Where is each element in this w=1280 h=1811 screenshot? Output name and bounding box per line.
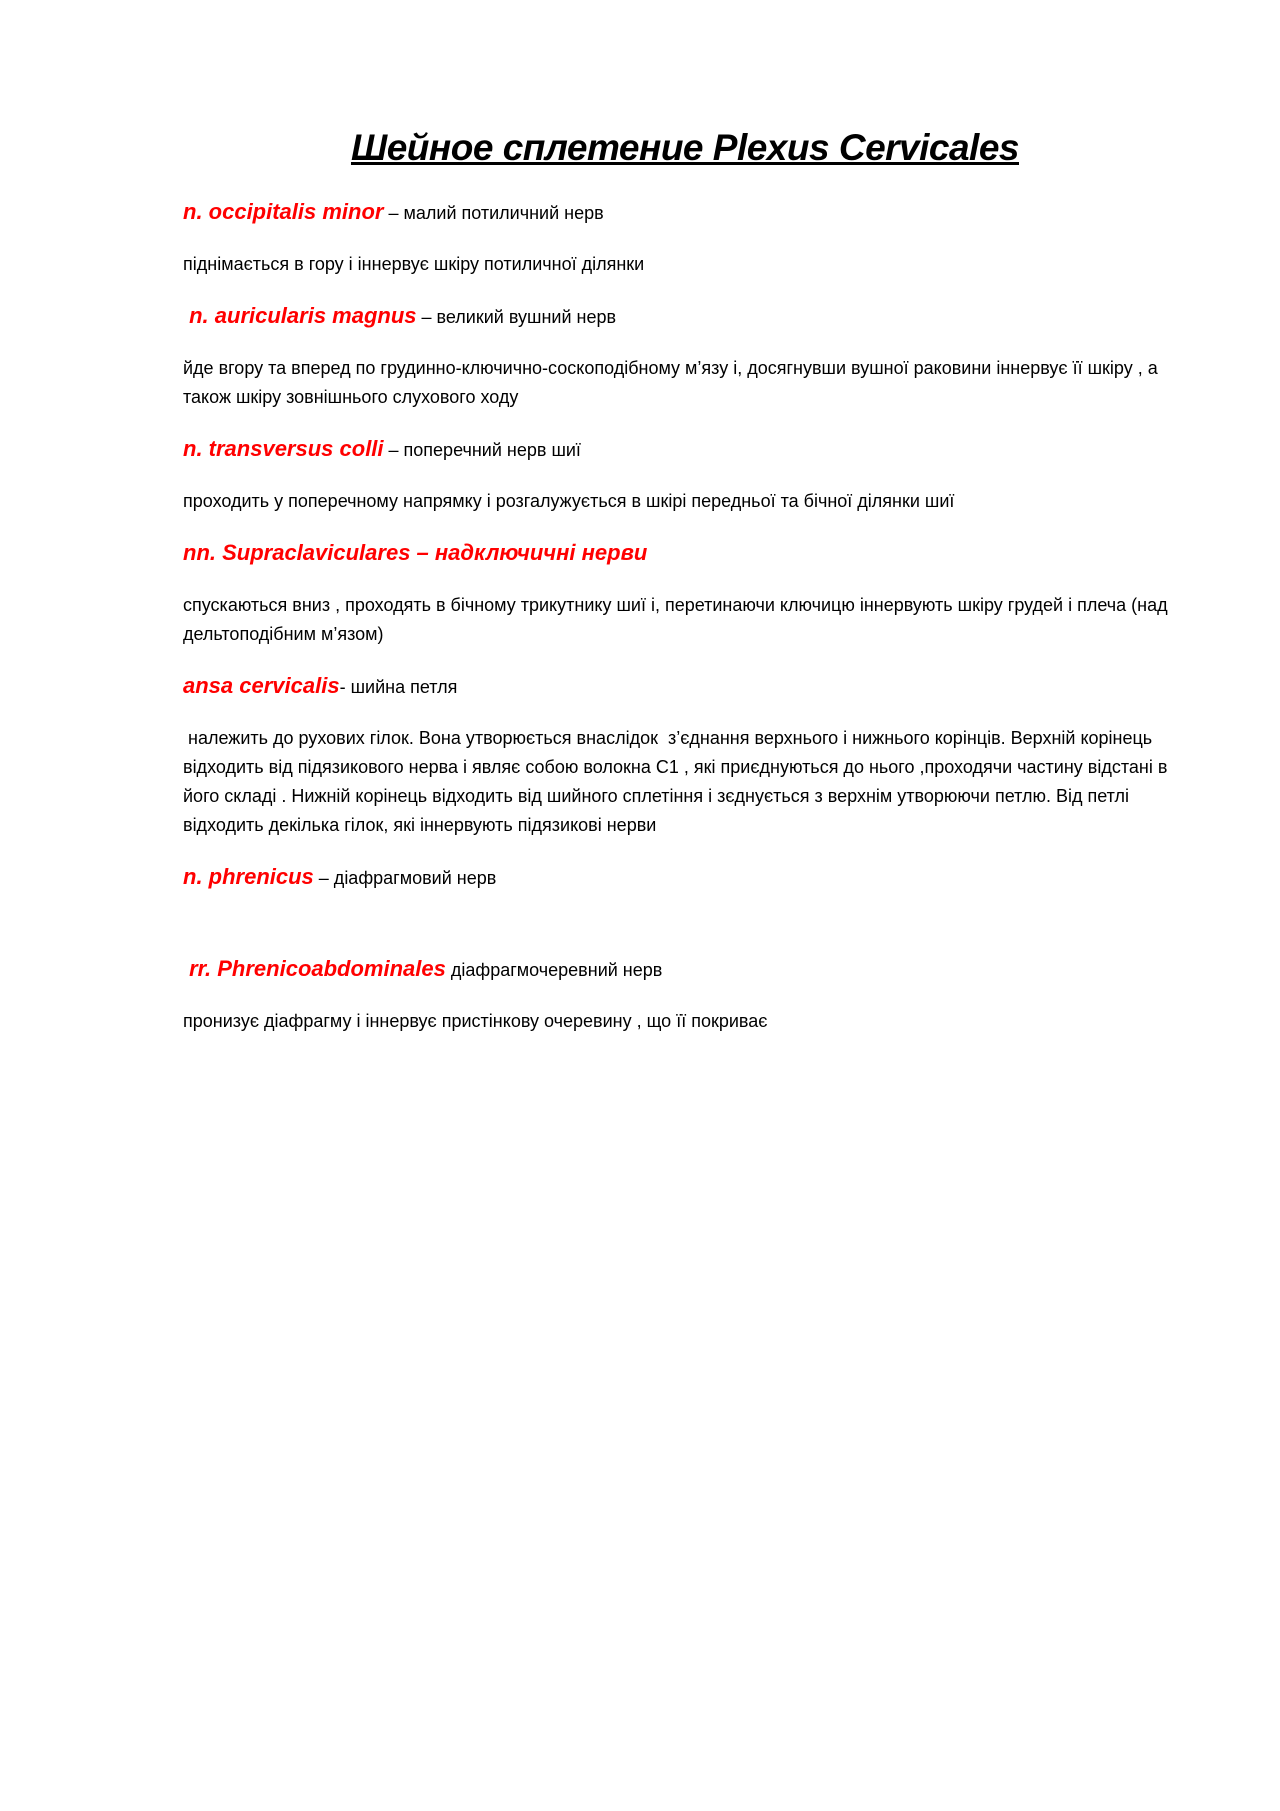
- nerve-term: ansa cervicalis: [183, 673, 340, 698]
- nerve-translation: – малий потиличний нерв: [383, 203, 604, 223]
- section-text-ansa: належить до рухових гілок. Вона утворюється внаслідок з’єднання верхнього і нижнього корінців. Верхній корінець відходить від підязикового нерва і являє собою волокна С1 , які приєднуються до нього ,проходячи частину відстані в його складі . Нижній корінець відходить від шийного сплетіння і зєднується з верхнім утворюючи петлю. Від петлі відходить декілька гілок, які іннервують підязикові нерви: [183, 728, 1173, 835]
- section-text-occipitalis: піднімається в гору і іннервує шкіру потиличної ділянки: [183, 254, 645, 274]
- nerve-translation: – поперечний нерв шиї: [383, 440, 581, 460]
- section-heading-supraclaviculares: [183, 539, 1183, 568]
- section-text-auricularis: йде вгору та вперед по грудинно-ключично-соскоподібному м’язу і, досягнувши вушної раковини іннервує її шкіру , а також шкіру зовнішнього слухового ходу: [183, 358, 1158, 407]
- nerve-term: rr. Phrenicoabdominales: [183, 956, 446, 981]
- section-heading-occipitalis: [183, 198, 1183, 227]
- section-text-transversus: проходить у поперечному напрямку і розгалужується в шкірі передньої та бічної ділянки шиї: [183, 491, 955, 511]
- section-heading-transversus: [183, 435, 1183, 464]
- nerve-translation: – великий вушний нерв: [416, 307, 617, 327]
- section-heading-ansa: [183, 672, 1183, 701]
- nerve-translation: - шийна петля: [339, 677, 458, 697]
- blank-space: [183, 915, 1183, 955]
- page-title-text: Шейное сплетение Plexus Cervicales: [350, 127, 1019, 168]
- nerve-term: n. phrenicus: [183, 864, 314, 889]
- nerve-term: n. auricularis magnus: [183, 303, 417, 328]
- section-heading-phrenicoabdominales: [183, 955, 1183, 984]
- section-text-supraclaviculares: спускаються вниз , проходять в бічному трикутнику шиї і, перетинаючи ключицю іннервують шкіру грудей і плеча (над дельтоподібним м’язом): [183, 595, 1168, 644]
- section-text-phrenicoabdominales: пронизує діафрагму і іннервує пристінкову очеревину , що її покриває: [183, 1011, 768, 1031]
- nerve-term: n. transversus colli: [183, 436, 384, 461]
- nerve-term: nn. Supraclaviculares – надключичні нерви: [183, 540, 648, 565]
- nerve-translation: – діафрагмовий нерв: [313, 868, 497, 888]
- document-body: [183, 198, 1183, 1059]
- nerve-term: n. occipitalis minor: [183, 199, 384, 224]
- page-title: [0, 125, 1280, 171]
- nerve-translation: діафрагмочеревний нерв: [445, 960, 663, 980]
- section-heading-auricularis: [183, 302, 1183, 331]
- section-heading-phrenicus: [183, 863, 1183, 892]
